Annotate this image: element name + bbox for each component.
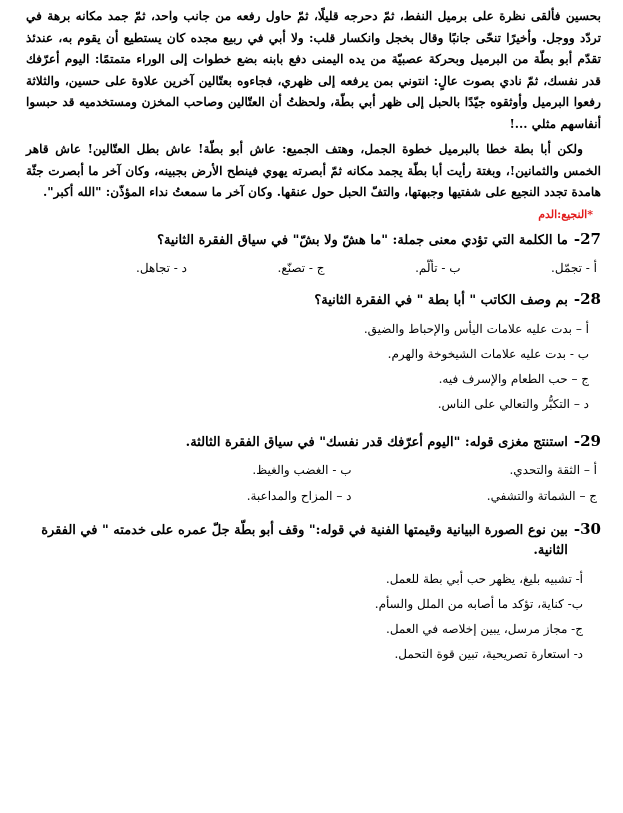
question-27: [26, 229, 601, 275]
question-28-header: [26, 289, 601, 311]
question-number: 28-: [573, 289, 601, 308]
question-27-header: [26, 229, 601, 251]
option-d[interactable]: د – التكبُّر والتعالي على الناس.: [437, 396, 589, 411]
question-28-options: [26, 317, 601, 417]
option-a[interactable]: أ – بدت عليه علامات اليأس والإحباط والضيق.: [363, 321, 589, 336]
option-c[interactable]: ج – حب الطعام والإسرف فيه.: [438, 371, 589, 386]
question-text: بين نوع الصورة البيانية وقيمتها الفنية في قوله:" وقف أبو بطّة جلّ عمره على خدمته " في الفقرة الثانية.: [41, 522, 568, 558]
question-30: [26, 519, 601, 667]
question-number: 30-: [573, 519, 601, 538]
question-28: [26, 289, 601, 417]
option-a[interactable]: أ – الثقة والتحدي.: [509, 462, 597, 477]
footnote: *النجيع:الدم: [538, 207, 593, 221]
passage-paragraph-1: بحسين فألقى نظرة على برميل النفط، ثمّ دحرجه قليلًا، ثمّ حاول رفعه من جانب واحد، ثمّ جمد مكانه برهة في تردّد ووجل. وأخيرًا تنحّى جانبًا وقال بخجل وانكسار قلب: ولا أبي في ربيع مجده كان يستطيع أن يقوم به، عندئذ تقدّم أبو بطّة من البرميل وبحركة عصبيّة من يده اليمنى دفع بابنه بضع خطوات إلى الوراء متمتمًا: اليوم أعرّفك قدر نفسك، ثمّ نادي بصوت عالٍ: انتوني بمن يرفعه إلى ظهري، فجاءوه بعتّالين آخرين علاوة على حسين، والثلاثة رفعوا البرميل وأوثقوه جيّدًا بالحبل إلى ظهر أبي بطّة، ولحظتُ أن العتّالين وصاحب المخزن ومستخدميه قد حبسوا أنفاسهم مثلي ...!: [26, 9, 601, 131]
option-b[interactable]: ب - تألّم.: [415, 260, 461, 275]
question-30-header: [26, 519, 601, 561]
question-text: استنتج مغزى قوله: "اليوم أعرّفك قدر نفسك" في سياق الفقرة الثالثة.: [185, 434, 568, 450]
question-text: ما الكلمة التي تؤدي معنى جملة: "ما هشّ ولا بشّ" في سياق الفقرة الثانية؟: [157, 232, 568, 248]
option-a[interactable]: أ - تجمّل.: [551, 260, 597, 275]
option-c[interactable]: ج – الشماتة والتشفي.: [486, 488, 597, 503]
option-d[interactable]: د - تجاهل.: [136, 260, 188, 275]
question-27-options: [136, 261, 597, 275]
option-b[interactable]: ب - الغضب والغيظ.: [252, 462, 352, 477]
question-29: [26, 431, 601, 503]
question-number: 27-: [573, 229, 601, 248]
option-d[interactable]: د- استعارة تصريحية، تبين قوة التحمل.: [394, 646, 583, 661]
question-30-options: [26, 567, 601, 667]
question-number: 29-: [573, 431, 601, 450]
option-c[interactable]: ج - تصنّع.: [277, 260, 325, 275]
question-29-options: [106, 463, 601, 503]
option-c[interactable]: ج- مجاز مرسل، يبين إخلاصه في العمل.: [386, 621, 583, 636]
option-b[interactable]: ب - بدت عليه علامات الشيخوخة والهرم.: [387, 346, 589, 361]
question-29-header: [26, 431, 601, 453]
passage-paragraph-2: ولكن أبا بطة خطا بالبرميل خطوة الجمل، وهتف الجميع: عاش أبو بطّة! عاش بطل العتّالين! عاش قاهر الخمس والثمانين!، وبغتة رأيت أبا بطّة يجمد مكانه ثمّ أبصرته يهوي فينطح الأرض بجبينه، وكان آخر ما أبصرت جثّة هامدة تجدد النجيع على شفتيها وجبهتها، والتفّ الحبل حول عنقها. وكان آخر ما سمعتُ نداء المؤذّن: "الله أكبر".: [26, 142, 601, 199]
option-a[interactable]: أ- تشبيه بليغ، يظهر حب أبي بطة للعمل.: [385, 571, 583, 586]
option-d[interactable]: د – المزاح والمداعبة.: [246, 488, 352, 503]
question-text: بم وصف الكاتب " أبا بطة " في الفقرة الثانية؟: [314, 292, 568, 308]
option-b[interactable]: ب- كناية، تؤكد ما أصابه من الملل والسأم.: [374, 596, 583, 611]
